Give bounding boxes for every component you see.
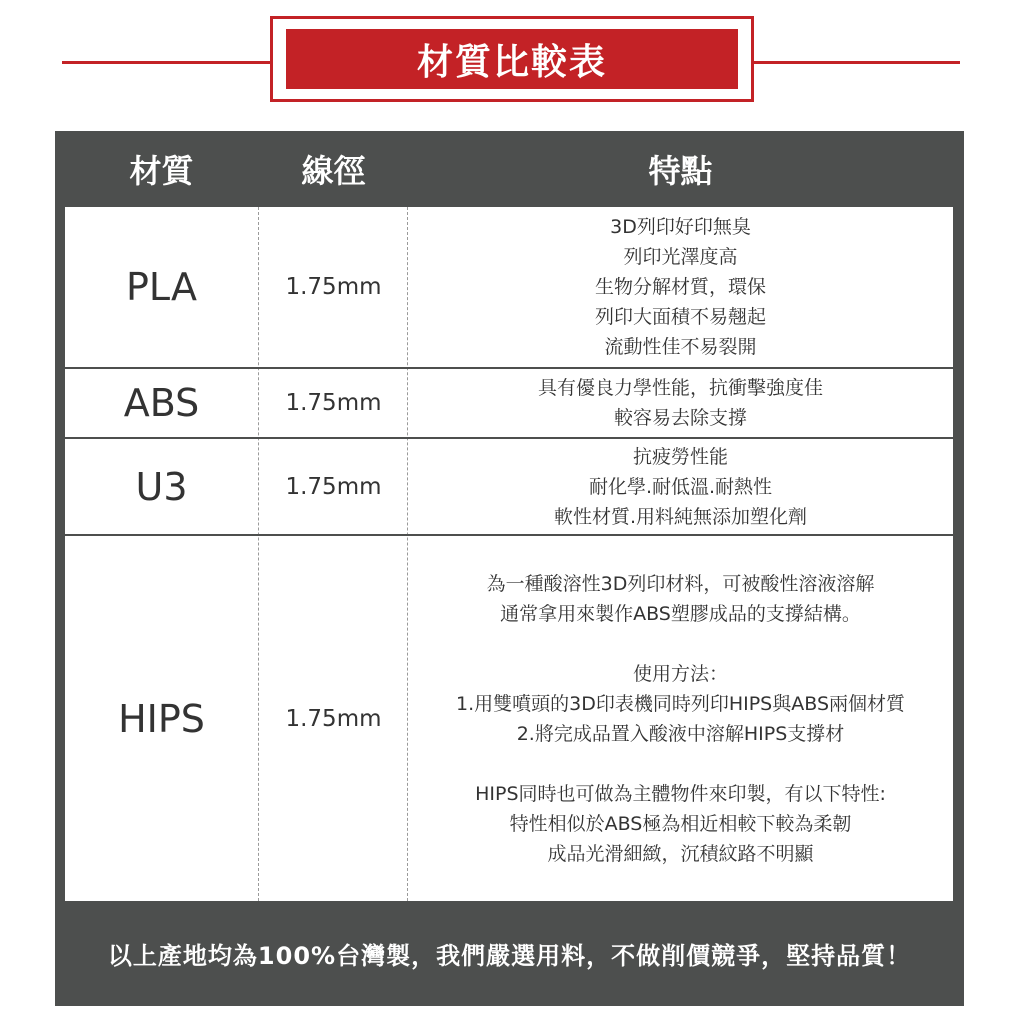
- feature-line: 通常拿用來製作ABS塑膠成品的支撐結構。: [500, 602, 861, 625]
- feature-line: 特性相似於ABS極為相近相較下較為柔韌: [509, 812, 852, 835]
- table-row: [65, 536, 953, 901]
- feature-list: [408, 207, 953, 367]
- feature-line: 抗疲勞性能: [632, 445, 728, 468]
- feature-line: HIPS同時也可做為主體物件來印製，有以下特性:: [475, 782, 886, 805]
- feature-line: 3D列印好印無臭: [610, 216, 751, 238]
- comparison-table: [65, 207, 953, 901]
- feature-line: 耐化學.耐低溫.耐熱性: [588, 475, 773, 498]
- feature-list: [408, 439, 953, 534]
- material-name: PLA: [126, 265, 197, 309]
- feature-line: 1.用雙噴頭的3D印表機同時列印HIPS與ABS兩個材質: [455, 692, 905, 715]
- feature-line: 為一種酸溶性3D列印材料，可被酸性溶液溶解: [486, 572, 875, 595]
- feature-list: [408, 369, 953, 437]
- feature-line: 使用方法：: [632, 662, 728, 685]
- feature-line: 列印大面積不易翹起: [594, 306, 766, 328]
- feature-line: 生物分解材質，環保: [594, 276, 766, 298]
- title-rule-right: [752, 61, 960, 64]
- header-material: 材質: [129, 152, 194, 190]
- table-row: [65, 439, 953, 534]
- material-name: HIPS: [118, 696, 205, 741]
- feature-line: 具有優良力學性能，抗衝擊強度佳: [537, 377, 823, 399]
- diameter-value: 1.75mm: [285, 274, 382, 300]
- feature-line: 流動性佳不易裂開: [604, 336, 757, 358]
- material-name: ABS: [123, 381, 200, 425]
- page-title: 材質比較表: [286, 29, 738, 89]
- table-row: [65, 207, 953, 367]
- feature-line: 列印光澤度高: [623, 246, 738, 268]
- feature-list: [408, 536, 953, 901]
- header-diameter: 線徑: [301, 152, 366, 190]
- footer-note: 以上產地均為100%台灣製，我們嚴選用料，不做削價競爭，堅持品質！: [107, 942, 912, 970]
- feature-line: 2.將完成品置入酸液中溶解HIPS支撐材: [516, 722, 845, 745]
- feature-line: 成品光滑細緻，沉積紋路不明顯: [547, 842, 814, 865]
- title-rule-left: [62, 61, 272, 64]
- material-name: U3: [135, 464, 188, 509]
- diameter-value: 1.75mm: [285, 390, 382, 416]
- table-row: [65, 369, 953, 437]
- header-features: 特點: [648, 152, 713, 190]
- feature-line: 軟性材質.用料純無添加塑化劑: [553, 505, 808, 528]
- feature-line: 較容易去除支撐: [613, 407, 747, 429]
- diameter-value: 1.75mm: [285, 473, 382, 500]
- diameter-value: 1.75mm: [285, 705, 382, 732]
